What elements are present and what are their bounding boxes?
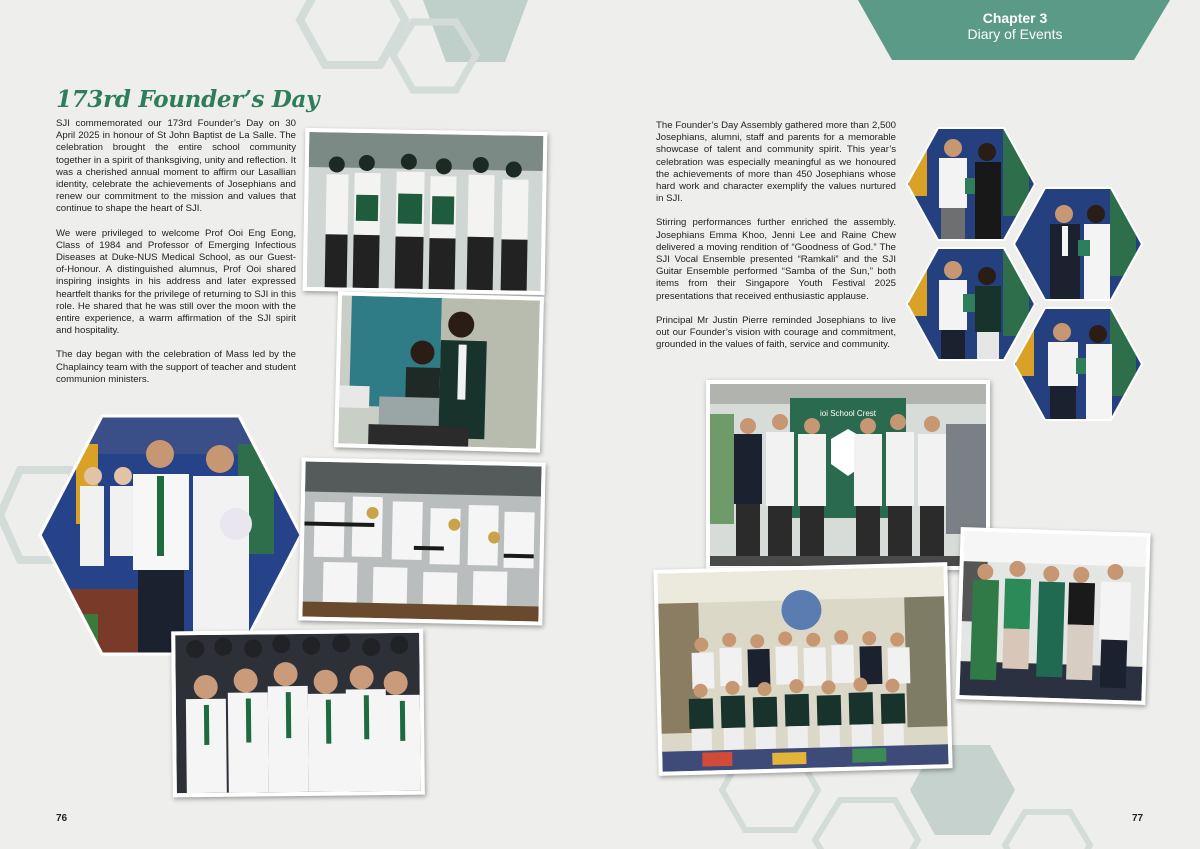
paragraph: The Founder’s Day Assembly gathered more than 2,500 Josephians, alumni, staff and parents for a memorable showcase of talent and community spirit. This year’s celebration was especially meaningful as we honoured the achievements of more than 450 Josephians whose hard work and character exemplify the values nurtured in SJI. xyxy=(656,120,896,205)
photo-student-audience xyxy=(171,629,425,798)
photo-library-group xyxy=(653,562,952,776)
page-number-right: 77 xyxy=(1132,813,1144,824)
photo-award-hexagon-4 xyxy=(1012,306,1144,422)
photo-student-emcees xyxy=(334,291,544,452)
chapter-number: Chapter 3 xyxy=(982,10,1048,26)
paragraph: We were privileged to welcome Prof Ooi Eng Eong, Class of 1984 and Professor of Emerging Infectious Diseases at Duke-NUS Medical School, as our Guest-of-Honour. A distinguished alumnus, Prof Ooi shared inspiring insights in his address and later expressed heartfelt thanks for the privilege of returning to SJI in this role. He shared that he was still over the moon with the entire experience, a warm affirmation of the SJI spirit and hospitality. xyxy=(56,227,296,337)
chapter-title: Diary of Events xyxy=(967,26,1063,42)
article-title: 173rd Founder’s Day xyxy=(56,86,320,113)
photo-band-performance xyxy=(298,457,545,625)
wall-sign-text: ioi School Crest xyxy=(819,409,877,418)
photo-pipers-procession xyxy=(303,128,548,295)
photo-staff-and-guests-group xyxy=(955,527,1150,705)
paragraph: SJI commemorated our 173rd Founder’s Day on 30 April 2025 in honour of St John Baptist de La Salle. The celebration brought the entire school community together in a spirit of thanksgiving, unity and reflection. It was a cherished annual moment to affirm our Lasallian identity, celebrate the achievements of Josephians and renew our commitment to the mission and values that continue to shape the heart of SJI. xyxy=(56,118,296,215)
paragraph: Stirring performances further enriched the assembly. Josephians Emma Khoo, Jenni Lee and Raine Chew delivered a moving rendition of “Goodness of God.” The SJI Vocal Ensemble presented “Ramkali” and the SJI Guitar Ensemble performed “Samba of the Sun,” both items from their Singapore Youth Festival 2025 presentations that received enthusiastic applause. xyxy=(656,217,896,302)
right-text-column xyxy=(656,120,896,363)
paragraph: Principal Mr Justin Pierre reminded Josephians to live out our Founder’s vision with courage and commitment, grounded in the values of faith, service and community. xyxy=(656,314,896,351)
left-text-column xyxy=(56,118,296,398)
chapter-header xyxy=(900,10,1130,43)
photo-guests-at-school-crest xyxy=(706,380,990,570)
photo-guest-of-honour-hexagon xyxy=(38,414,303,656)
page-number-left: 76 xyxy=(56,813,68,824)
paragraph: The day began with the celebration of Mass led by the Chaplaincy team with the support of teacher and student communion ministers. xyxy=(56,349,296,385)
